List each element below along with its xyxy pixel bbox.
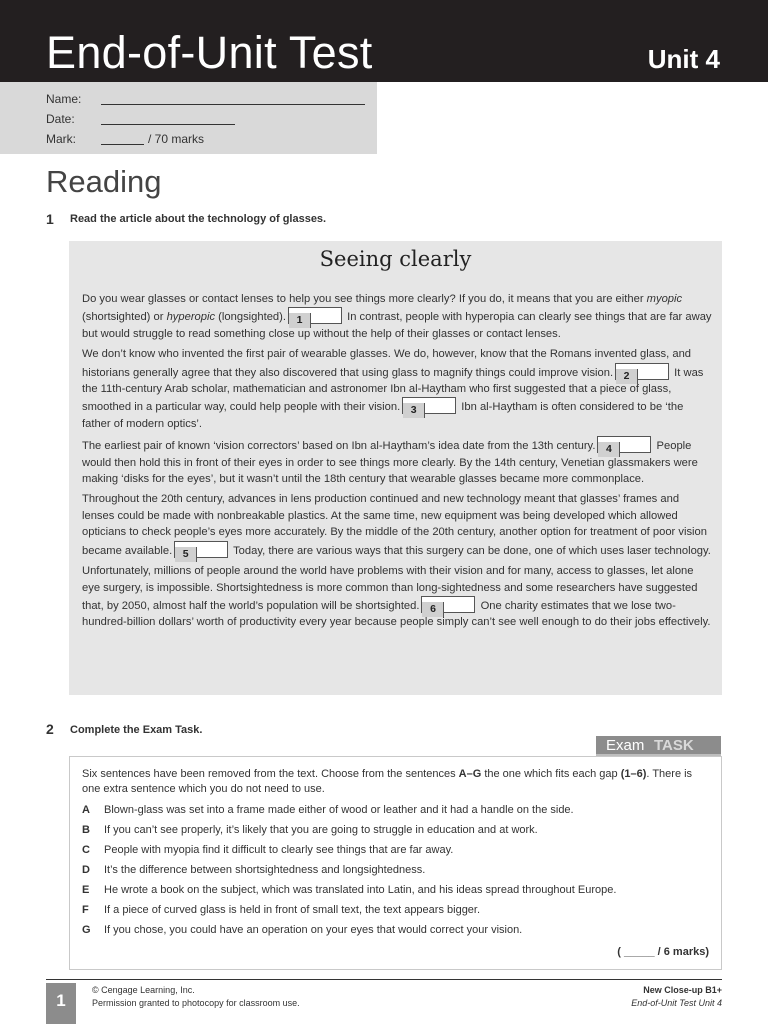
name-label: Name: — [46, 92, 82, 106]
article-paragraph: Unfortunately, millions of people around the world have problems with their vision and for many, access to glasses, let alone eye surgery, is impossible. Shortsightedness is more common than long-sightedness and some researchers have suggested that, by 2050, almost half the world’s population will be shortsighted. 6 One charity estimates that we lose two-hundred-billion dollars’ worth of productivity every year because people simply can’t see well enough to do their jobs effectively. — [82, 565, 711, 629]
footer-divider — [46, 979, 722, 980]
option-g: G If you chose, you could have an operation on your eyes that would correct your vision. — [82, 924, 523, 936]
date-line[interactable] — [101, 124, 235, 125]
page-header — [0, 0, 768, 82]
unit-label: Unit 4 — [647, 44, 720, 74]
article-body — [82, 291, 712, 635]
option-b: B If you can’t see properly, it’s likely that you are going to struggle in education and at work. — [82, 824, 538, 836]
task-label: TASK — [654, 737, 694, 754]
article-title: Seeing clearly — [319, 247, 472, 271]
article-paragraph: Do you wear glasses or contact lenses to help you see things more clearly? If you do, it means that you are either myopic (shortsighted) or hyperopic (longsighted). 1 In contrast, people with hyperopia can clearly see things that are far away but would struggle to read something close up without the help of their glasses or contact lenses. — [82, 293, 712, 340]
mark-label: Mark: — [46, 132, 76, 146]
question-text: Complete the Exam Task. — [70, 724, 203, 736]
book-title: New Close-up B1+ — [643, 985, 722, 995]
name-line[interactable] — [101, 104, 365, 105]
student-info-box — [0, 82, 377, 154]
exam-label: Exam — [606, 737, 645, 754]
page-number: 1 — [46, 983, 76, 1024]
option-a: A Blown-glass was set into a frame made either of wood or leather and it had a handle on the side. — [82, 804, 574, 816]
copyright-text: © Cengage Learning, Inc. — [92, 985, 195, 995]
gap-box[interactable]: 2 — [615, 363, 669, 380]
question-number: 1 — [46, 211, 54, 227]
exam-task-box — [69, 756, 722, 970]
gap-box[interactable]: 3 — [402, 397, 456, 414]
test-title: End-of-Unit Test — [46, 27, 373, 78]
permission-text: Permission granted to photocopy for classroom use. — [92, 998, 300, 1008]
article-paragraph: Throughout the 20th century, advances in lens production continued and new technology meant that glasses’ frames and lenses could be made with nonbreakable plastics. At the same time, new equipment was being developed which allowed opticians to check people’s eyes more accurately. By the middle of the 20th century, another option for treatment of poor vision became available. 5 Today, there are various ways that this surgery can be done, one of which uses laser technology. — [82, 493, 711, 560]
article-paragraph: We don’t know who invented the first pair of wearable glasses. We do, however, know that the Romans invented glass, and historians generally agree that they also discovered that using glass to magnify things could improve vision. 2 It was the 11th-century Arab scholar, mathematician and astronomer Ibn al-Haytham who first suggested that a piece of glass, smoothed in a particular way, could help people with their vision. 3 Ibn al-Haytham is often considered to be ‘the father of modern optics’. — [82, 348, 704, 430]
section-title: Reading — [46, 164, 162, 199]
task-score: ( _____ / 6 marks) — [617, 946, 709, 958]
article-paragraph: The earliest pair of known ‘vision correctors’ based on Ibn al-Haytham’s idea date from the 13th century. 4 People would then hold this in front of their eyes in order to see things more clearly. By the 14th century, Venetian glassmakers were making ‘disks for the eyes’, but it wasn’t until the 18th century that wearable glasses became more commonplace. — [82, 436, 712, 487]
gap-box[interactable]: 5 — [174, 541, 228, 558]
gap-box[interactable]: 6 — [421, 596, 475, 613]
mark-line[interactable] — [101, 144, 144, 145]
gap-box[interactable]: 1 — [288, 307, 342, 324]
test-name: End-of-Unit Test Unit 4 — [631, 998, 722, 1008]
article-box — [69, 241, 722, 695]
option-d: D It’s the difference between shortsightedness and longsightedness. — [82, 864, 426, 876]
option-e: E He wrote a book on the subject, which was translated into Latin, and his ideas spread throughout Europe. — [82, 884, 617, 896]
exam-task-tab — [596, 736, 721, 756]
marks-total: / 70 marks — [148, 132, 205, 146]
gap-box[interactable]: 4 — [597, 436, 651, 453]
task-instructions: Six sentences have been removed from the text. Choose from the sentences A–G the one which fits each gap (1–6). There is one extra sentence which you do not need to use. — [82, 768, 693, 795]
question-number: 2 — [46, 721, 54, 737]
option-f: F If a piece of curved glass is held in front of small text, the text appears bigger. — [82, 904, 481, 916]
option-c: C People with myopia find it difficult to clearly see things that are far away. — [82, 844, 454, 856]
question-text: Read the article about the technology of glasses. — [70, 213, 327, 225]
date-label: Date: — [46, 112, 75, 126]
